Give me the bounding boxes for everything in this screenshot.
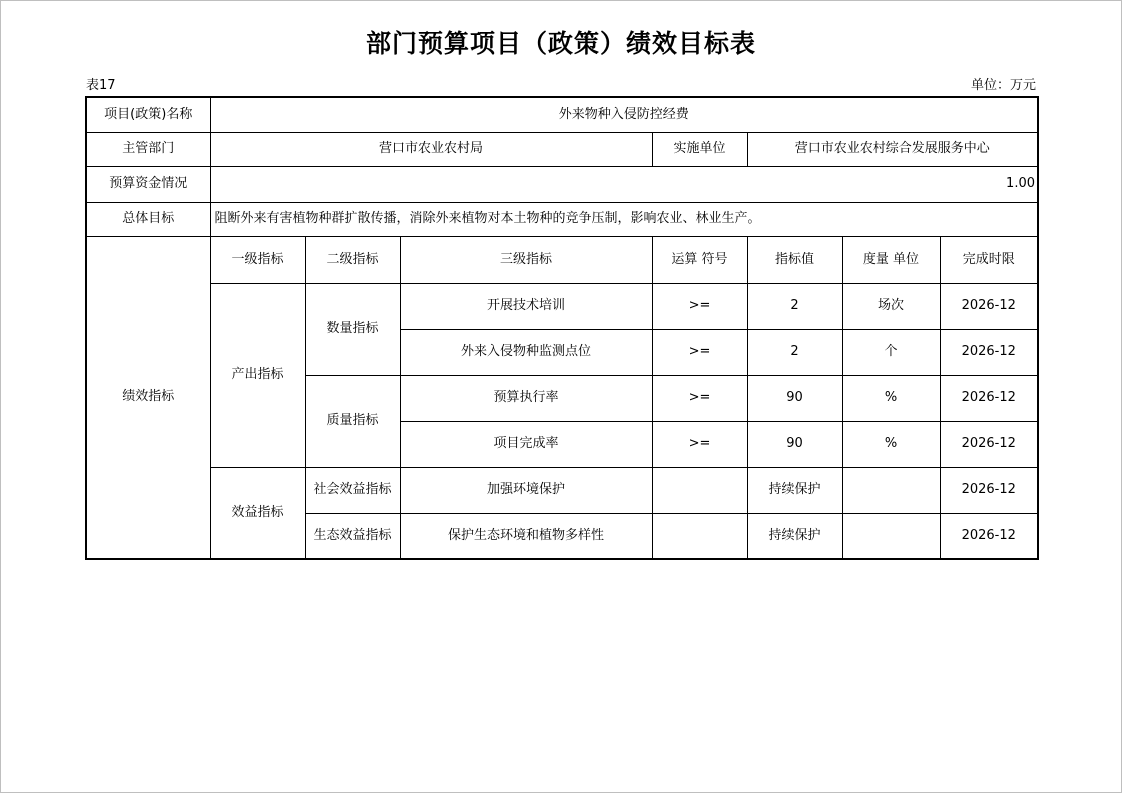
indicator-name: 外来入侵物种监测点位 (400, 329, 652, 375)
indicator-unit: % (842, 375, 940, 421)
project-value: 外来物种入侵防控经费 (210, 97, 1038, 132)
project-row (86, 97, 1038, 132)
header-row (86, 236, 1038, 283)
indicator-deadline: 2026-12 (940, 329, 1038, 375)
indicator-unit: 个 (842, 329, 940, 375)
indicator-deadline: 2026-12 (940, 467, 1038, 513)
indicator-operator: >= (652, 421, 747, 467)
indicator-name: 开展技术培训 (400, 283, 652, 329)
group-benefit: 效益指标 (210, 467, 305, 559)
budget-row (86, 166, 1038, 202)
header-level1: 一级指标 (210, 236, 305, 283)
goal-label: 总体目标 (86, 202, 210, 236)
table-number: 表17 (86, 78, 116, 93)
indicator-value: 2 (747, 283, 842, 329)
indicator-operator (652, 467, 747, 513)
group-output: 产出指标 (210, 283, 305, 467)
indicator-unit: 场次 (842, 283, 940, 329)
budget-value: 1.00 (210, 166, 1038, 202)
group-quality: 质量指标 (305, 375, 400, 467)
header-deadline: 完成时限 (940, 236, 1038, 283)
performance-target-table (85, 96, 1039, 560)
indicator-unit (842, 513, 940, 559)
indicator-unit (842, 467, 940, 513)
table-row (86, 283, 1038, 329)
indicator-name: 项目完成率 (400, 421, 652, 467)
header-operator: 运算 符号 (652, 236, 747, 283)
header-value: 指标值 (747, 236, 842, 283)
header-unit: 度量 单位 (842, 236, 940, 283)
group-quantity: 数量指标 (305, 283, 400, 375)
group-eco: 生态效益指标 (305, 513, 400, 559)
department-row (86, 132, 1038, 166)
indicator-deadline: 2026-12 (940, 283, 1038, 329)
indicator-deadline: 2026-12 (940, 375, 1038, 421)
group-social: 社会效益指标 (305, 467, 400, 513)
indicator-value: 持续保护 (747, 513, 842, 559)
indicator-name: 保护生态环境和植物多样性 (400, 513, 652, 559)
project-label: 项目(政策)名称 (86, 97, 210, 132)
indicator-unit: % (842, 421, 940, 467)
impl-value: 营口市农业农村综合发展服务中心 (747, 132, 1038, 166)
page-title: 部门预算项目（政策）绩效目标表 (365, 29, 756, 58)
indicator-value: 2 (747, 329, 842, 375)
budget-label: 预算资金情况 (86, 166, 210, 202)
indicator-value: 持续保护 (747, 467, 842, 513)
dept-value: 营口市农业农村局 (210, 132, 652, 166)
indicator-deadline: 2026-12 (940, 513, 1038, 559)
header-level2: 二级指标 (305, 236, 400, 283)
unit-label: 单位：万元 (970, 78, 1036, 93)
perf-label: 绩效指标 (86, 236, 210, 559)
indicator-operator (652, 513, 747, 559)
indicator-value: 90 (747, 375, 842, 421)
indicator-operator: >= (652, 329, 747, 375)
indicator-operator: >= (652, 375, 747, 421)
indicator-name: 加强环境保护 (400, 467, 652, 513)
indicator-name: 预算执行率 (400, 375, 652, 421)
impl-label: 实施单位 (652, 132, 747, 166)
indicator-value: 90 (747, 421, 842, 467)
table-row (86, 467, 1038, 513)
indicator-deadline: 2026-12 (940, 421, 1038, 467)
goal-row (86, 202, 1038, 236)
dept-label: 主管部门 (86, 132, 210, 166)
indicator-operator: >= (652, 283, 747, 329)
goal-value: 阻断外来有害植物种群扩散传播，消除外来植物对本土物种的竞争压制，影响农业、林业生产。 (210, 202, 1038, 236)
header-level3: 三级指标 (400, 236, 652, 283)
